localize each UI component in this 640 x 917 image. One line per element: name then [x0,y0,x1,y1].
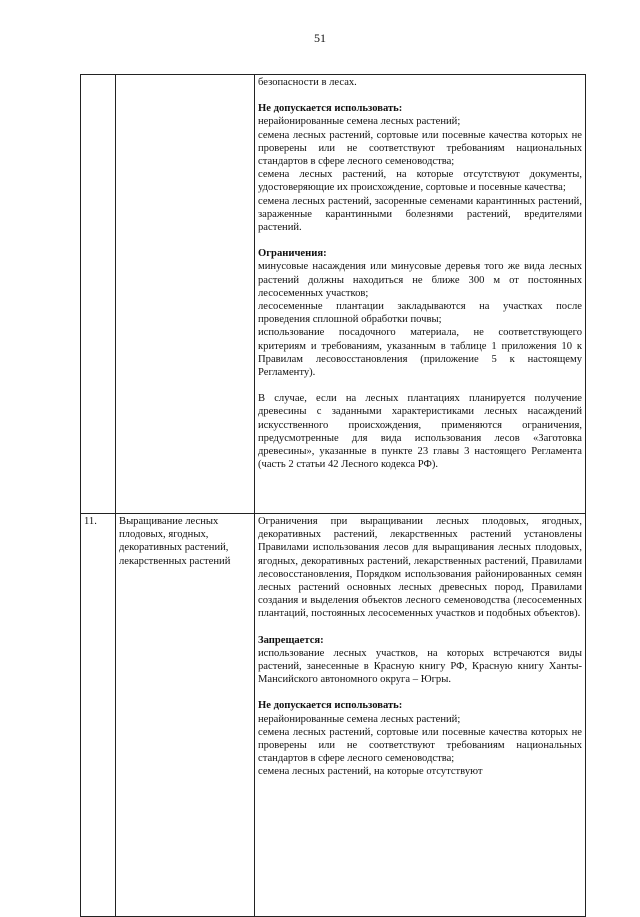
paragraph: семена лесных растений, сортовые или посевные качества которых не проверены или не соответствуют требованиям национальных стандартов в сфере лесного семеноводства; [258,129,582,168]
paragraph: использование посадочного материала, не соответствующего критериям и требованиям, указанным в таблице 1 приложения 10 к Правилам лесовосстановления (приложение 5 к настоящему Регламенту). [258,327,582,379]
section-heading: Запрещается: [258,634,324,646]
paragraph-gap [258,686,582,699]
paragraph-gap [258,621,582,634]
paragraph-gap [258,89,582,102]
paragraph: безопасности в лесах. [258,77,357,88]
paragraph: Ограничения при выращивании лесных плодовых, ягодных, декоративных растений, лекарственных растений установлены Правилами использования лесов для выращивания лесных плодовых, ягодных, декоративных растений, лекарственных растений, Правилами лесовосстановления, Порядком использования районированных семян лесных растений основных лесных древесных пород, Правилами создания и выделения объектов лесного семеноводства (лесосеменных плантаций, постоянных лесосеменных участков и подобных объектов). [258,516,582,620]
regulation-table [80,74,586,917]
section-heading: Не допускается использовать: [258,103,403,115]
section-heading: Не допускается использовать: [258,700,403,712]
paragraph-gap [258,234,582,247]
table-row [81,514,586,917]
restrictions-cell [255,514,586,917]
paragraph: использование лесных участков, на которых встречаются виды растений, занесенные в Красную книгу РФ, Красную книгу Ханты-Мансийского автономного округа – Югры. [258,647,582,686]
paragraph: нерайонированные семена лесных растений; [258,116,461,128]
activity-cell: Выращивание лесных плодовых, ягодных, декоративных растений, лекарственных растений [116,514,255,917]
paragraph: нерайонированные семена лесных растений; [258,713,461,725]
paragraph: семена лесных растений, на которые отсутствуют документы, удостоверяющие их происхождение, сортовые и посевные качества; [258,169,582,194]
paragraph: семена лесных растений, засоренные семенами карантинных растений, зараженные карантинными болезнями растений, вредителями растений. [258,195,582,234]
restrictions-cell [255,75,586,514]
activity-cell [116,75,255,514]
paragraph: семена лесных растений, на которые отсутствуют [258,766,483,778]
section-heading: Ограничения: [258,248,327,260]
paragraph: В случае, если на лесных плантациях планируется получение древесины с заданными характеристиками лесных насаждений искусственного происхождения, применяются ограничения, предусмотренные для вида использования лесов «Заготовка древесины», указанные в пункте 23 главы 3 настоящего Регламента (часть 2 статьи 42 Лесного кодекса РФ). [258,393,582,471]
paragraph: минусовые насаждения или минусовые деревья того же вида лесных растений должны находиться не ближе 300 м от постоянных лесосеменных участков; [258,261,582,299]
row-number-cell [81,75,116,514]
page-number: 51 [314,31,326,45]
paragraph: лесосеменные плантации закладываются на участках после проведения сплошной обработки почвы; [258,301,582,326]
table-row [81,75,586,514]
row-number-cell: 11. [81,514,116,917]
paragraph-gap [258,379,582,392]
paragraph: семена лесных растений, сортовые или посевные качества которых не проверены или не соответствуют требованиям национальных стандартов в сфере лесного семеноводства; [258,726,582,765]
